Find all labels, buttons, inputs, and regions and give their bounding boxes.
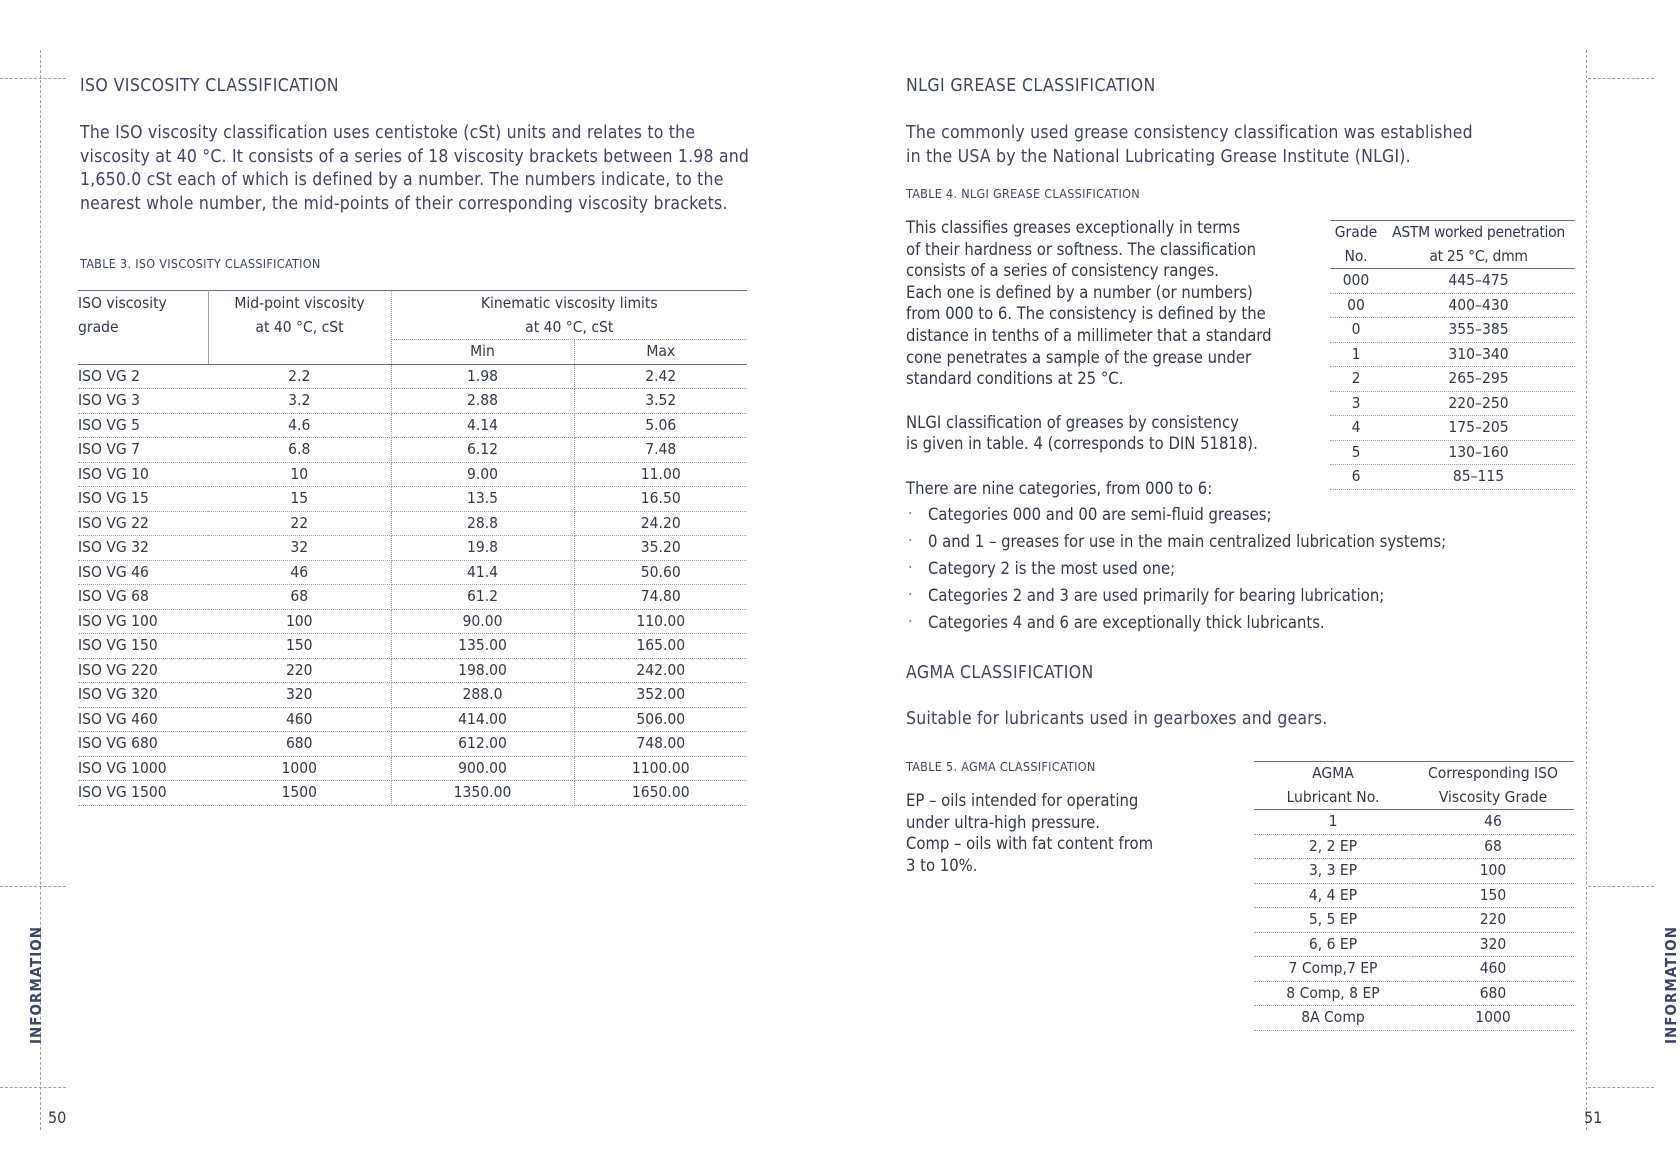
- table-row: [78, 560, 747, 585]
- table-row: [78, 536, 747, 561]
- iso-grade-cell: ISO VG 2: [78, 364, 208, 389]
- table-row: [78, 364, 747, 389]
- paragraph-line: consists of a series of consistency ranges.: [906, 261, 1219, 281]
- table-row: [78, 462, 747, 487]
- nlgi-description: [906, 217, 1326, 455]
- agma-lubricant-cell: 5, 5 EP: [1254, 908, 1412, 933]
- max-cell: 110.00: [574, 609, 747, 634]
- agma-lubricant-cell: 7 Comp,7 EP: [1254, 957, 1412, 982]
- table-row: [78, 658, 747, 683]
- min-cell: 4.14: [391, 413, 574, 438]
- list-item: · Categories 4 and 6 are exceptionally thick lubricants.: [906, 613, 1566, 640]
- min-cell: 900.00: [391, 756, 574, 781]
- table-row: [1330, 293, 1575, 318]
- iso-grade-cell: 100: [1412, 859, 1574, 884]
- min-cell: 2.88: [391, 389, 574, 414]
- min-cell: 90.00: [391, 609, 574, 634]
- note-line: under ultra-high pressure.: [906, 812, 1100, 832]
- header-text: ISO viscosity: [78, 294, 167, 312]
- nlgi-grade-cell: 5: [1330, 440, 1382, 465]
- penetration-cell: 130–160: [1382, 440, 1575, 465]
- table-row: [78, 756, 747, 781]
- midpoint-cell: 4.6: [208, 413, 391, 438]
- max-cell: 74.80: [574, 585, 747, 610]
- nlgi-grade-cell: 4: [1330, 416, 1382, 441]
- lead-line: in the USA by the National Lubricating Grease Institute (NLGI).: [906, 146, 1411, 167]
- crop-mark: [1586, 50, 1587, 1130]
- iso-lead-paragraph: The ISO viscosity classification uses centistoke (cSt) units and relates to the viscosity at 40 °C. It consists of a series of 18 viscosity brackets between 1.98 and 1,650.0 cSt each of which is defined by a number. The numbers indicate, to the nearest whole number, the mid-points of their corresponding viscosity brackets.: [80, 123, 750, 214]
- agma-lead-paragraph: Suitable for lubricants used in gearboxes and gears.: [906, 709, 1328, 729]
- table-row: [78, 609, 747, 634]
- categories-intro: There are nine categories, from 000 to 6:: [906, 479, 1213, 498]
- table-row: [1254, 859, 1574, 884]
- iso-table-caption: TABLE 3. ISO VISCOSITY CLASSIFICATION: [80, 256, 321, 271]
- max-cell: 5.06: [574, 413, 747, 438]
- header-text: No.: [1344, 246, 1368, 265]
- agma-notes: [906, 790, 1206, 876]
- paragraph-line: of their hardness or softness. The classification: [906, 239, 1257, 259]
- midpoint-cell: 32: [208, 536, 391, 561]
- iso-grade-cell: 68: [1412, 834, 1574, 859]
- agma-lubricant-cell: 8 Comp, 8 EP: [1254, 981, 1412, 1006]
- iso-grade-cell: ISO VG 3: [78, 389, 208, 414]
- header-text: at 40 °C, cSt: [255, 317, 344, 336]
- table-row: [78, 683, 747, 708]
- max-cell: 11.00: [574, 462, 747, 487]
- header-text: ASTM worked penetration: [1392, 223, 1565, 241]
- iso-header-min: Min: [391, 340, 574, 365]
- iso-grade-cell: ISO VG 46: [78, 560, 208, 585]
- iso-grade-cell: ISO VG 68: [78, 585, 208, 610]
- agma-heading: AGMA CLASSIFICATION: [906, 663, 1094, 683]
- table-row: [1254, 908, 1574, 933]
- penetration-cell: 175–205: [1382, 416, 1575, 441]
- iso-grade-cell: 46: [1412, 810, 1574, 835]
- crop-mark: [0, 1087, 66, 1088]
- max-cell: 506.00: [574, 707, 747, 732]
- agma-lubricant-cell: 3, 3 EP: [1254, 859, 1412, 884]
- header-text: AGMA: [1312, 764, 1354, 782]
- table-row: [78, 413, 747, 438]
- table-row: [1330, 440, 1575, 465]
- agma-header-iso: [1412, 762, 1574, 810]
- max-cell: 165.00: [574, 634, 747, 659]
- nlgi-grade-cell: 2: [1330, 367, 1382, 392]
- penetration-cell: 445–475: [1382, 269, 1575, 294]
- iso-grade-cell: ISO VG 32: [78, 536, 208, 561]
- nlgi-grade-cell: 00: [1330, 293, 1382, 318]
- page-number-right: 51: [1584, 1108, 1603, 1127]
- table-row: [1330, 269, 1575, 294]
- penetration-cell: 355–385: [1382, 318, 1575, 343]
- iso-grade-cell: ISO VG 10: [78, 462, 208, 487]
- min-cell: 13.5: [391, 487, 574, 512]
- agma-lubricant-cell: 4, 4 EP: [1254, 883, 1412, 908]
- table-row: [78, 389, 747, 414]
- header-text: Lubricant No.: [1286, 787, 1380, 806]
- table-row: [78, 707, 747, 732]
- lead-line: The commonly used grease consistency classification was established: [906, 123, 1473, 143]
- penetration-cell: 85–115: [1382, 465, 1575, 490]
- agma-lubricant-cell: 6, 6 EP: [1254, 932, 1412, 957]
- min-cell: 9.00: [391, 462, 574, 487]
- paragraph-line: This classifies greases exceptionally in terms: [906, 218, 1241, 237]
- penetration-cell: 220–250: [1382, 391, 1575, 416]
- agma-lubricant-cell: 1: [1254, 810, 1412, 835]
- midpoint-cell: 680: [208, 732, 391, 757]
- min-cell: 198.00: [391, 658, 574, 683]
- nlgi-grade-cell: 0: [1330, 318, 1382, 343]
- paragraph-line: is given in table. 4 (corresponds to DIN 51818).: [906, 434, 1258, 454]
- table-row: [1254, 957, 1574, 982]
- min-cell: 41.4: [391, 560, 574, 585]
- table-row: [78, 438, 747, 463]
- list-item: · 0 and 1 – greases for use in the main centralized lubrication systems;: [906, 532, 1566, 559]
- paragraph-line: cone penetrates a sample of the grease under: [906, 347, 1252, 367]
- iso-header-midpoint: [208, 291, 391, 365]
- agma-table: [1254, 761, 1574, 1031]
- iso-grade-cell: ISO VG 15: [78, 487, 208, 512]
- iso-grade-cell: ISO VG 7: [78, 438, 208, 463]
- categories-list: [906, 505, 1566, 640]
- max-cell: 3.52: [574, 389, 747, 414]
- list-item: · Category 2 is the most used one;: [906, 559, 1566, 586]
- iso-grade-cell: ISO VG 1000: [78, 756, 208, 781]
- max-cell: 1100.00: [574, 756, 747, 781]
- crop-mark: [0, 886, 66, 887]
- max-cell: 1650.00: [574, 781, 747, 806]
- table-row: [1254, 883, 1574, 908]
- agma-lubricant-cell: 2, 2 EP: [1254, 834, 1412, 859]
- midpoint-cell: 100: [208, 609, 391, 634]
- penetration-cell: 310–340: [1382, 342, 1575, 367]
- max-cell: 2.42: [574, 364, 747, 389]
- table-row: [78, 511, 747, 536]
- iso-grade-cell: 220: [1412, 908, 1574, 933]
- header-text: Kinematic viscosity limits: [480, 294, 658, 312]
- iso-grade-cell: 1000: [1412, 1006, 1574, 1031]
- table-row: [1330, 416, 1575, 441]
- nlgi-lead-paragraph: [906, 122, 1566, 169]
- iso-grade-cell: ISO VG 680: [78, 732, 208, 757]
- list-item: · Categories 2 and 3 are used primarily for bearing lubrication;: [906, 586, 1566, 613]
- max-cell: 748.00: [574, 732, 747, 757]
- nlgi-grade-cell: 1: [1330, 342, 1382, 367]
- midpoint-cell: 6.8: [208, 438, 391, 463]
- header-text: grade: [78, 317, 119, 336]
- paragraph-line: NLGI classification of greases by consistency: [906, 412, 1239, 432]
- min-cell: 6.12: [391, 438, 574, 463]
- crop-mark: [0, 78, 66, 79]
- header-text: Mid-point viscosity: [234, 294, 365, 312]
- max-cell: 24.20: [574, 511, 747, 536]
- max-cell: 35.20: [574, 536, 747, 561]
- table-row: [1254, 981, 1574, 1006]
- penetration-cell: 265–295: [1382, 367, 1575, 392]
- midpoint-cell: 22: [208, 511, 391, 536]
- iso-header-grade: [78, 291, 208, 365]
- table-row: [1254, 834, 1574, 859]
- iso-header-kinematic: [391, 291, 747, 340]
- nlgi-table: [1330, 220, 1575, 490]
- iso-viscosity-table: [78, 290, 747, 806]
- min-cell: 1.98: [391, 364, 574, 389]
- iso-grade-cell: 320: [1412, 932, 1574, 957]
- iso-grade-cell: ISO VG 150: [78, 634, 208, 659]
- iso-grade-cell: 680: [1412, 981, 1574, 1006]
- note-line: EP – oils intended for operating: [906, 791, 1139, 810]
- midpoint-cell: 46: [208, 560, 391, 585]
- nlgi-grade-cell: 6: [1330, 465, 1382, 490]
- midpoint-cell: 460: [208, 707, 391, 732]
- iso-grade-cell: ISO VG 220: [78, 658, 208, 683]
- side-label-left: INFORMATION: [27, 925, 46, 1045]
- midpoint-cell: 10: [208, 462, 391, 487]
- iso-header-max: Max: [574, 340, 747, 365]
- header-text: at 25 °C, dmm: [1429, 246, 1528, 265]
- midpoint-cell: 3.2: [208, 389, 391, 414]
- table-row: [1330, 465, 1575, 490]
- iso-grade-cell: ISO VG 100: [78, 609, 208, 634]
- iso-grade-cell: ISO VG 460: [78, 707, 208, 732]
- note-line: 3 to 10%.: [906, 855, 978, 875]
- table-row: [78, 585, 747, 610]
- header-text: Corresponding ISO: [1428, 764, 1558, 782]
- midpoint-cell: 68: [208, 585, 391, 610]
- min-cell: 612.00: [391, 732, 574, 757]
- max-cell: 7.48: [574, 438, 747, 463]
- max-cell: 16.50: [574, 487, 747, 512]
- min-cell: 414.00: [391, 707, 574, 732]
- table-row: [1330, 318, 1575, 343]
- header-text: Grade: [1334, 223, 1378, 241]
- paragraph-line: Each one is defined by a number (or numbers): [906, 282, 1253, 302]
- nlgi-header-astm: [1382, 221, 1575, 269]
- table-row: [1254, 810, 1574, 835]
- iso-grade-cell: 150: [1412, 883, 1574, 908]
- crop-mark: [1588, 886, 1654, 887]
- midpoint-cell: 1000: [208, 756, 391, 781]
- nlgi-grade-cell: 3: [1330, 391, 1382, 416]
- list-item: · Categories 000 and 00 are semi-fluid greases;: [906, 505, 1566, 532]
- iso-grade-cell: ISO VG 1500: [78, 781, 208, 806]
- agma-header-lubricant: [1254, 762, 1412, 810]
- header-text: at 40 °C, cSt: [525, 317, 614, 336]
- crop-mark: [1588, 78, 1654, 79]
- paragraph-line: distance in tenths of a millimeter that a standard: [906, 325, 1272, 345]
- min-cell: 135.00: [391, 634, 574, 659]
- min-cell: 288.0: [391, 683, 574, 708]
- midpoint-cell: 150: [208, 634, 391, 659]
- note-line: Comp – oils with fat content from: [906, 834, 1154, 854]
- penetration-cell: 400–430: [1382, 293, 1575, 318]
- side-label-right: INFORMATION: [1662, 925, 1680, 1045]
- min-cell: 19.8: [391, 536, 574, 561]
- iso-grade-cell: 460: [1412, 957, 1574, 982]
- midpoint-cell: 15: [208, 487, 391, 512]
- max-cell: 50.60: [574, 560, 747, 585]
- min-cell: 1350.00: [391, 781, 574, 806]
- min-cell: 61.2: [391, 585, 574, 610]
- iso-grade-cell: ISO VG 320: [78, 683, 208, 708]
- table-row: [78, 634, 747, 659]
- table-row: [1330, 342, 1575, 367]
- table-row: [1254, 1006, 1574, 1031]
- table-row: [1254, 932, 1574, 957]
- agma-table-caption: TABLE 5. AGMA CLASSIFICATION: [906, 759, 1096, 774]
- nlgi-table-caption: TABLE 4. NLGI GREASE CLASSIFICATION: [906, 186, 1140, 201]
- max-cell: 242.00: [574, 658, 747, 683]
- table-row: [78, 487, 747, 512]
- max-cell: 352.00: [574, 683, 747, 708]
- paragraph-line: standard conditions at 25 °C.: [906, 369, 1124, 389]
- nlgi-grade-cell: 000: [1330, 269, 1382, 294]
- nlgi-heading: NLGI GREASE CLASSIFICATION: [906, 76, 1156, 96]
- min-cell: 28.8: [391, 511, 574, 536]
- iso-grade-cell: ISO VG 5: [78, 413, 208, 438]
- table-row: [78, 732, 747, 757]
- iso-heading: ISO VISCOSITY CLASSIFICATION: [80, 76, 339, 96]
- midpoint-cell: 1500: [208, 781, 391, 806]
- crop-mark: [1588, 1087, 1654, 1088]
- nlgi-header-grade: [1330, 221, 1382, 269]
- table-row: [1330, 391, 1575, 416]
- table-row: [1330, 367, 1575, 392]
- iso-grade-cell: ISO VG 22: [78, 511, 208, 536]
- table-row: [78, 781, 747, 806]
- midpoint-cell: 320: [208, 683, 391, 708]
- paragraph-line: from 000 to 6. The consistency is defined by the: [906, 304, 1266, 324]
- agma-lubricant-cell: 8A Comp: [1254, 1006, 1412, 1031]
- page-number-left: 50: [48, 1108, 67, 1127]
- header-text: Viscosity Grade: [1438, 787, 1548, 806]
- midpoint-cell: 220: [208, 658, 391, 683]
- midpoint-cell: 2.2: [208, 364, 391, 389]
